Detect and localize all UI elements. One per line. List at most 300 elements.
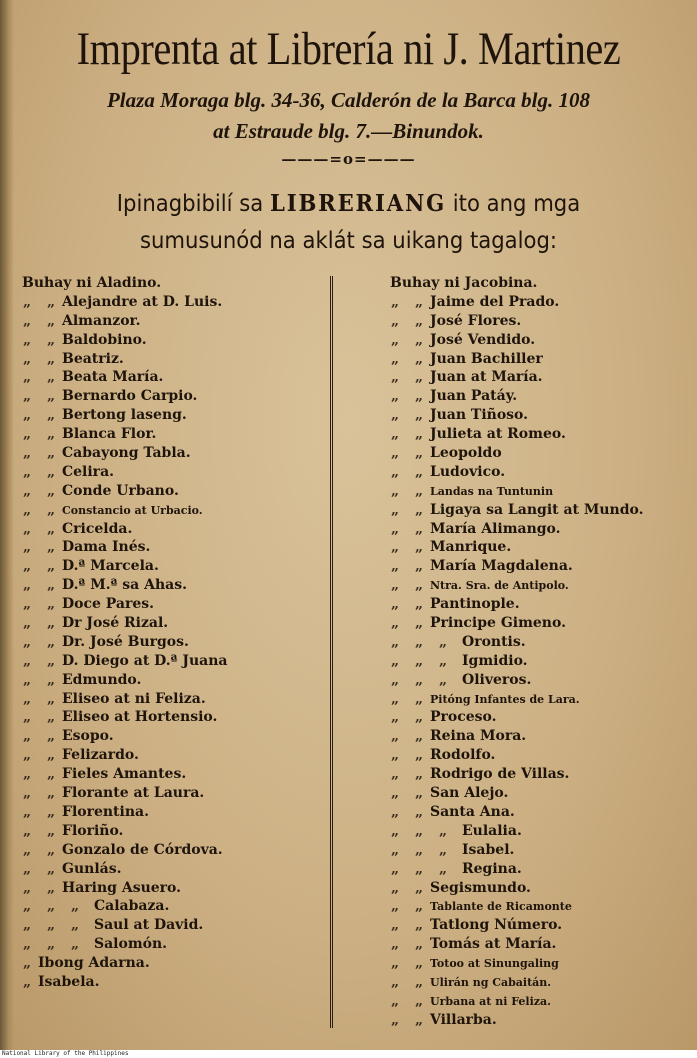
ditto-mark: „: [390, 407, 400, 424]
ditto-mark: „: [22, 445, 32, 462]
ditto-mark: „: [70, 936, 80, 953]
book-entry: [22, 897, 322, 916]
book-title: Santa Ana.: [430, 803, 515, 820]
book-title: Edmundo.: [62, 671, 142, 688]
book-entry: [22, 614, 322, 633]
ditto-mark: „: [390, 841, 400, 858]
book-title: Jaime del Prado.: [430, 293, 560, 310]
ditto-mark: „: [414, 709, 424, 726]
book-title: Cabayong Tabla.: [62, 445, 191, 462]
book-title: Ludovico.: [430, 463, 506, 480]
address-line-2: at Estraude blg. 7.—Binundok.: [213, 119, 484, 143]
ditto-mark: „: [22, 747, 32, 764]
book-entry: [390, 860, 680, 879]
ditto-mark: „: [414, 766, 424, 783]
ditto-mark: „: [390, 520, 400, 537]
ditto-mark: „: [22, 709, 32, 726]
ditto-mark: „: [414, 615, 424, 632]
book-title: Gonzalo de Córdova.: [62, 841, 223, 858]
book-entry: [390, 879, 680, 898]
ditto-mark: „: [22, 407, 32, 424]
ditto-mark: „: [46, 841, 56, 858]
book-entry: [390, 538, 680, 557]
ditto-mark: „: [414, 388, 424, 405]
book-title: Ulirán ng Cabaitán.: [430, 975, 552, 989]
ditto-mark: „: [414, 539, 424, 556]
ditto-mark: „: [390, 955, 400, 972]
ditto-mark: „: [46, 747, 56, 764]
ditto-mark: „: [46, 331, 56, 348]
ditto-mark: „: [22, 728, 32, 745]
ditto-mark: „: [414, 369, 424, 386]
ditto-mark: „: [390, 822, 400, 839]
book-entry: [390, 727, 680, 746]
book-title: Segismundo.: [430, 879, 531, 896]
book-title: Eliseo at ni Feliza.: [62, 690, 206, 707]
ditto-mark: „: [46, 709, 56, 726]
book-title: Rodolfo.: [430, 747, 496, 764]
book-title: José Flores.: [430, 312, 522, 329]
book-entry: [22, 784, 322, 803]
book-title: Buhay ni Jacobina.: [390, 275, 538, 291]
ditto-mark: „: [22, 539, 32, 556]
book-title: Principe Gimeno.: [430, 615, 566, 632]
ditto-mark: „: [414, 501, 424, 518]
ditto-mark: „: [414, 445, 424, 462]
book-title: José Vendido.: [430, 331, 536, 348]
book-title: D.ª M.ª sa Ahas.: [62, 577, 187, 594]
book-title: Isabel.: [462, 841, 515, 858]
ditto-mark: „: [46, 558, 56, 575]
ditto-mark: „: [414, 407, 424, 424]
ditto-mark: „: [46, 539, 56, 556]
ditto-mark: „: [414, 293, 424, 310]
book-entry: [22, 557, 322, 576]
ditto-mark: „: [390, 558, 400, 575]
book-entry: [22, 973, 322, 992]
book-entry: [22, 765, 322, 784]
book-entry: [390, 595, 680, 614]
book-title: Juan Patáy.: [430, 388, 518, 405]
ditto-mark: „: [390, 539, 400, 556]
ditto-mark: „: [390, 388, 400, 405]
ditto-mark: „: [46, 501, 56, 518]
ditto-mark: „: [46, 407, 56, 424]
book-entry: [22, 746, 322, 765]
book-entry: [22, 690, 322, 709]
book-entry: [22, 293, 322, 312]
ditto-mark: „: [22, 577, 32, 594]
ditto-mark: „: [22, 785, 32, 802]
book-entry: [390, 633, 680, 652]
book-title: D. Diego at D.ª Juana: [62, 652, 228, 669]
ditto-mark: „: [22, 558, 32, 575]
book-title: Juan at María.: [430, 369, 543, 386]
book-title: Almanzor.: [62, 312, 141, 329]
book-title: María Magdalena.: [430, 558, 573, 575]
book-entry: [22, 708, 322, 727]
ditto-mark: „: [414, 426, 424, 443]
book-entry: [22, 935, 322, 954]
book-entry: [22, 576, 322, 595]
book-title: Saul at David.: [94, 917, 204, 934]
ditto-mark: „: [390, 652, 400, 669]
ditto-mark: „: [22, 879, 32, 896]
ditto-mark: „: [414, 690, 424, 707]
book-entry: [390, 765, 680, 784]
book-entry: [390, 350, 680, 369]
book-title: Villarba.: [430, 1011, 497, 1028]
ditto-mark: „: [46, 936, 56, 953]
book-entry: [22, 425, 322, 444]
book-entry: [390, 954, 680, 973]
ditto-mark: „: [390, 709, 400, 726]
book-title: Tablante de Ricamonte: [430, 900, 572, 914]
ditto-mark: „: [414, 898, 424, 915]
ditto-mark: „: [390, 690, 400, 707]
book-title: Leopoldo: [430, 445, 502, 462]
book-title: Ligaya sa Langit at Mundo.: [430, 501, 644, 518]
ditto-mark: „: [414, 879, 424, 896]
book-entry: [22, 538, 322, 557]
book-title: Florante at Laura.: [62, 785, 205, 802]
book-title: Doce Pares.: [62, 596, 155, 613]
book-title: Pitóng Infantes de Lara.: [430, 692, 580, 706]
ditto-mark: „: [438, 633, 448, 650]
book-entry: [22, 368, 322, 387]
ditto-mark: „: [22, 350, 32, 367]
ditto-mark: „: [46, 293, 56, 310]
ditto-mark: „: [22, 331, 32, 348]
book-list-right: [390, 274, 680, 1030]
book-title: Esopo.: [62, 728, 114, 745]
book-entry: [22, 595, 322, 614]
book-entry: [390, 406, 680, 425]
book-title: Blanca Flor.: [62, 426, 157, 443]
book-entry: [22, 501, 322, 520]
book-entry: [22, 312, 322, 331]
book-entry: [22, 916, 322, 935]
book-title: Ntra. Sra. de Antipolo.: [430, 579, 569, 593]
book-title: Julieta at Romeo.: [430, 426, 566, 443]
ditto-mark: „: [390, 803, 400, 820]
ditto-mark: „: [390, 973, 400, 990]
library-credit: National Library of the Philippines: [2, 1050, 129, 1057]
book-title: Bertong laseng.: [62, 407, 187, 424]
book-entry: [22, 652, 322, 671]
book-entry: [22, 444, 322, 463]
book-list-left: [22, 274, 322, 992]
book-entry: [22, 331, 322, 350]
book-title: Salomón.: [94, 936, 168, 953]
ditto-mark: „: [46, 671, 56, 688]
book-entry: [390, 897, 680, 916]
ditto-mark: „: [22, 973, 32, 990]
book-entry: [390, 331, 680, 350]
book-entry: [22, 727, 322, 746]
ditto-mark: „: [46, 577, 56, 594]
ditto-mark: „: [390, 445, 400, 462]
book-entry: [22, 520, 322, 539]
ditto-mark: „: [22, 917, 32, 934]
ditto-mark: „: [414, 331, 424, 348]
ditto-mark: „: [46, 520, 56, 537]
ditto-mark: „: [390, 615, 400, 632]
book-entry: [22, 841, 322, 860]
ditto-mark: „: [390, 671, 400, 688]
book-title: Florentina.: [62, 803, 149, 820]
ditto-mark: „: [22, 615, 32, 632]
ditto-mark: „: [414, 463, 424, 480]
ditto-mark: „: [22, 312, 32, 329]
book-title: Baldobino.: [62, 331, 147, 348]
book-entry: [390, 274, 680, 293]
book-title: Eulalia.: [462, 822, 522, 839]
ditto-mark: „: [22, 690, 32, 707]
ditto-mark: „: [22, 860, 32, 877]
ditto-mark: „: [438, 652, 448, 669]
ditto-mark: „: [46, 615, 56, 632]
ditto-mark: „: [390, 785, 400, 802]
ditto-mark: „: [414, 860, 424, 877]
book-entry: [390, 368, 680, 387]
ditto-mark: „: [22, 482, 32, 499]
book-entry: [390, 671, 680, 690]
book-entry: [390, 652, 680, 671]
ditto-mark: „: [390, 577, 400, 594]
book-title: Urbana at ni Feliza.: [430, 994, 551, 1008]
book-title: Tatlong Número.: [430, 917, 563, 934]
book-entry: [22, 822, 322, 841]
book-entry: [390, 387, 680, 406]
book-title: Bernardo Carpio.: [62, 388, 198, 405]
book-title: Beata María.: [62, 369, 164, 386]
ditto-mark: „: [390, 369, 400, 386]
ditto-mark: „: [22, 955, 32, 972]
ditto-mark: „: [414, 973, 424, 990]
book-title: Dr. José Burgos.: [62, 633, 189, 650]
book-title: Manrique.: [430, 539, 512, 556]
ditto-mark: „: [414, 350, 424, 367]
ditto-mark: „: [22, 633, 32, 650]
ditto-mark: „: [390, 426, 400, 443]
ditto-mark: „: [390, 898, 400, 915]
book-title: Buhay ni Aladino.: [22, 275, 162, 291]
book-title: Reina Mora.: [430, 728, 527, 745]
ditto-mark: „: [46, 728, 56, 745]
ditto-mark: „: [46, 822, 56, 839]
ditto-mark: „: [390, 331, 400, 348]
book-entry: [390, 312, 680, 331]
intro-highlight: LIBRERIANG: [269, 190, 447, 217]
address-line-1: Plaza Moraga blg. 34-36, Calderón de la Barca blg. 108: [106, 88, 590, 112]
column-divider: [330, 276, 335, 1028]
ditto-mark: „: [414, 558, 424, 575]
book-entry: [390, 690, 680, 709]
ditto-mark: „: [414, 917, 424, 934]
ditto-mark: „: [438, 671, 448, 688]
ditto-mark: „: [22, 426, 32, 443]
book-title: Totoo at Sinungaling: [430, 957, 559, 971]
book-title: Pantinople.: [430, 596, 520, 613]
ditto-mark: „: [46, 633, 56, 650]
book-title: Cricelda.: [62, 520, 133, 537]
ditto-mark: „: [414, 822, 424, 839]
ditto-mark: „: [414, 728, 424, 745]
book-entry: [22, 482, 322, 501]
book-entry: [390, 992, 680, 1011]
book-title: Gunlás.: [62, 860, 122, 877]
ditto-mark: „: [22, 766, 32, 783]
book-entry: [22, 350, 322, 369]
ditto-mark: „: [390, 293, 400, 310]
ditto-mark: „: [22, 841, 32, 858]
book-title: Haring Asuero.: [62, 879, 182, 896]
ditto-mark: „: [414, 671, 424, 688]
book-title: Alejandre at D. Luis.: [62, 293, 223, 310]
ditto-mark: „: [22, 520, 32, 537]
book-entry: [22, 879, 322, 898]
ditto-mark: „: [414, 785, 424, 802]
book-entry: [390, 444, 680, 463]
ditto-mark: „: [46, 369, 56, 386]
ditto-mark: „: [46, 803, 56, 820]
book-entry: [390, 293, 680, 312]
book-title: Eliseo at Hortensio.: [62, 709, 218, 726]
book-title: Orontis.: [462, 633, 526, 650]
book-entry: [22, 803, 322, 822]
book-title: Ibong Adarna.: [38, 955, 150, 972]
ditto-mark: „: [438, 841, 448, 858]
book-entry: [22, 387, 322, 406]
book-entry: [390, 973, 680, 992]
ditto-mark: „: [390, 936, 400, 953]
ditto-mark: „: [390, 312, 400, 329]
ditto-mark: „: [414, 1011, 424, 1028]
ditto-mark: „: [46, 463, 56, 480]
ditto-mark: „: [390, 633, 400, 650]
ditto-mark: „: [414, 520, 424, 537]
ditto-mark: „: [390, 879, 400, 896]
ditto-mark: „: [414, 992, 424, 1009]
ditto-mark: „: [438, 860, 448, 877]
ditto-mark: „: [390, 747, 400, 764]
ditto-mark: „: [46, 898, 56, 915]
book-title: Floriño.: [62, 822, 124, 839]
intro-text-before: Ipinagbibilí sa: [116, 191, 264, 217]
ditto-mark: „: [22, 671, 32, 688]
book-entry: [22, 633, 322, 652]
book-entry: [22, 463, 322, 482]
ditto-mark: „: [390, 1011, 400, 1028]
intro-line-2: sumusunód na aklát sa uikang tagalog:: [139, 228, 558, 254]
book-entry: [390, 614, 680, 633]
ditto-mark: „: [390, 596, 400, 613]
book-entry: [22, 406, 322, 425]
ditto-mark: „: [22, 388, 32, 405]
ditto-mark: „: [414, 482, 424, 499]
book-title: Igmidio.: [462, 652, 528, 669]
ditto-mark: „: [22, 501, 32, 518]
ditto-mark: „: [46, 312, 56, 329]
book-entry: [390, 841, 680, 860]
ditto-mark: „: [46, 766, 56, 783]
ditto-mark: „: [390, 482, 400, 499]
book-entry: [390, 463, 680, 482]
book-entry: [22, 671, 322, 690]
book-entry: [390, 746, 680, 765]
ditto-mark: „: [46, 860, 56, 877]
ditto-mark: „: [46, 388, 56, 405]
ditto-mark: „: [46, 785, 56, 802]
book-title: Proceso.: [430, 709, 497, 726]
book-title: San Alejo.: [430, 785, 509, 802]
book-entry: [390, 822, 680, 841]
ditto-mark: „: [414, 803, 424, 820]
book-title: Dama Inés.: [62, 539, 151, 556]
page-title: Imprenta at Librería ni J. Martinez: [76, 23, 621, 75]
ditto-mark: „: [46, 690, 56, 707]
ditto-mark: „: [22, 369, 32, 386]
ditto-mark: „: [46, 426, 56, 443]
book-title: Felizardo.: [62, 747, 139, 764]
book-entry: [22, 860, 322, 879]
ditto-mark: „: [414, 652, 424, 669]
ditto-mark: „: [414, 955, 424, 972]
book-entry: [390, 784, 680, 803]
book-entry: [390, 501, 680, 520]
ditto-mark: „: [438, 822, 448, 839]
book-title: Conde Urbano.: [62, 482, 179, 499]
ditto-mark: „: [390, 766, 400, 783]
book-entry: [390, 935, 680, 954]
book-entry: [390, 557, 680, 576]
ditto-mark: „: [390, 860, 400, 877]
ditto-mark: „: [70, 917, 80, 934]
book-title: Landas na Tuntunin: [430, 484, 554, 498]
book-entry: [390, 425, 680, 444]
ditto-mark: „: [22, 803, 32, 820]
book-title: Constancio at Urbacio.: [62, 503, 203, 517]
book-entry: [390, 708, 680, 727]
ditto-mark: „: [46, 482, 56, 499]
ditto-mark: „: [22, 463, 32, 480]
ditto-mark: „: [390, 463, 400, 480]
ditto-mark: „: [22, 936, 32, 953]
book-title: Rodrigo de Villas.: [430, 766, 570, 783]
book-title: Dr José Rizal.: [62, 615, 169, 632]
book-title: Tomás at María.: [430, 936, 557, 953]
book-title: Juan Bachiller: [430, 350, 543, 367]
ditto-mark: „: [414, 841, 424, 858]
book-title: Juan Tiñoso.: [430, 407, 529, 424]
book-entry: [390, 803, 680, 822]
ditto-mark: „: [22, 293, 32, 310]
ditto-mark: „: [46, 350, 56, 367]
ditto-mark: „: [390, 917, 400, 934]
intro-text-after: ito ang mga: [452, 191, 581, 217]
ditto-mark: „: [414, 577, 424, 594]
book-title: Fieles Amantes.: [62, 766, 187, 783]
ornamental-divider: ———=o=———: [281, 150, 416, 168]
ditto-mark: „: [22, 898, 32, 915]
ditto-mark: „: [390, 350, 400, 367]
ditto-mark: „: [414, 633, 424, 650]
ditto-mark: „: [46, 596, 56, 613]
ditto-mark: „: [390, 728, 400, 745]
book-title: D.ª Marcela.: [62, 558, 159, 575]
ditto-mark: „: [414, 936, 424, 953]
